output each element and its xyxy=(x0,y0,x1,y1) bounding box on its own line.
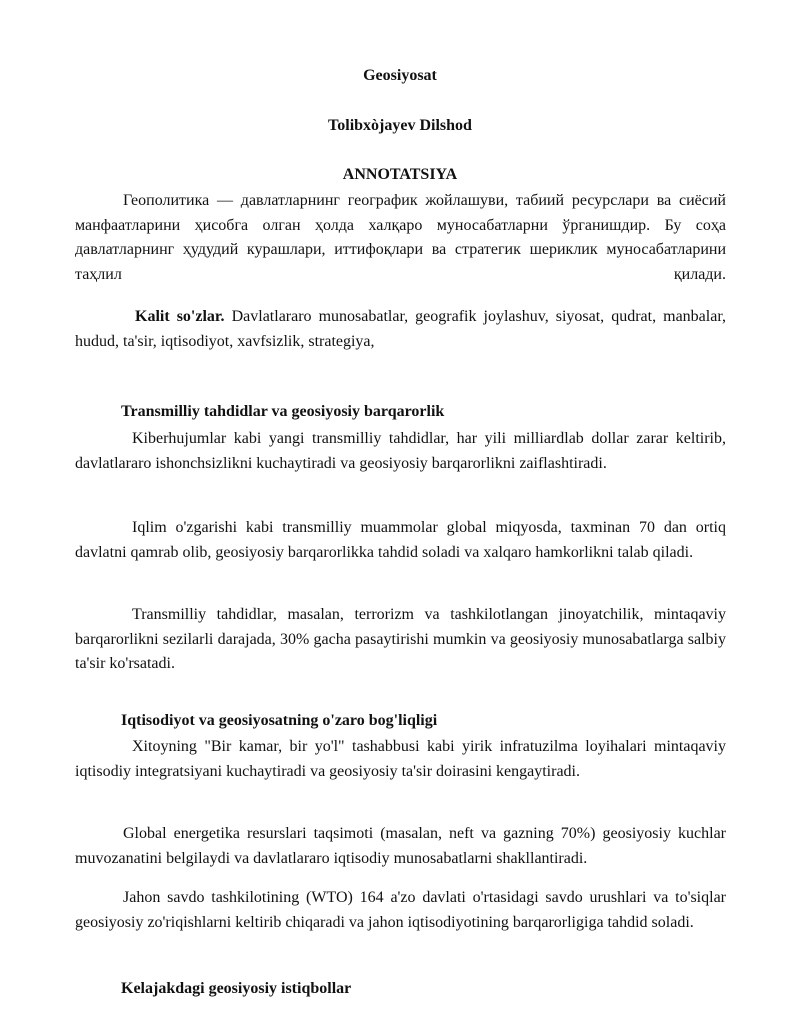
section-heading-future-prospects: Kelajakdagi geosiyosiy istiqbollar xyxy=(121,980,352,997)
section-1-paragraph-3: Transmilliy tahdidlar, masalan, terrorizm va tashkilotlangan jinoyatchilik, mintaqaviy barqarorlikni sezilarli darajada, 30% gacha pasaytirishi mumkin va geosiyosiy munosabatlarga salbiy ta'sir ko'rsatadi. xyxy=(75,606,726,672)
annotation-heading: ANNOTATSIYA xyxy=(342,166,458,183)
section-1-paragraph-2: Iqlim o'zgarishi kabi transmilliy muammolar global miqyosda, taxminan 70 dan ortiq davlatni qamrab olib, geosiyosiy barqarorlikka tahdid soladi va xalqaro hamkorlikni talab qiladi. xyxy=(75,519,726,561)
section-2-paragraph-3: Jahon savdo tashkilotining (WTO) 164 a'zo davlati o'rtasidagi savdo urushlari va to'siqlar geosiyosiy zo'riqishlarni keltirib chiqaradi va jahon iqtisodiyotining barqarorligiga tahdid soladi. xyxy=(75,889,726,931)
keywords-text: Davlatlararo munosabatlar, geografik joylashuv, siyosat, qudrat, manbalar, hudud, ta'sir, iqtisodiyot, xavfsizlik, strategiya, xyxy=(75,308,727,350)
section-2-paragraph-1: Xitoyning "Bir kamar, bir yo'l" tashabbusi kabi yirik infratuzilma loyihalari mintaqaviy iqtisodiy integratsiyani kuchaytiradi va geosiyosiy ta'sir doirasini kengaytiradi. xyxy=(75,738,726,780)
annotation-text: Геополитика — давлатларнинг географик жойлашуви, табиий ресурслари ва сиёсий манфаатларини ҳисобга олган ҳолда халқаро муносабатларни ўрганишдир. Бу соҳа давлатларнинг ҳудудий курашлари, иттифоқлари ва стратегик шериклик муносабатларини таҳлил қилади. xyxy=(75,192,726,283)
author-name: Tolibxòjayev Dilshod xyxy=(328,117,472,134)
document-title: Geosiyosat xyxy=(363,67,437,84)
section-2-paragraph-2: Global energetika resurslari taqsimoti (masalan, neft va gazning 70%) geosiyosiy kuchlar muvozanatini belgilaydi va davlatlararo iqtisodiy munosabatlarni shakllantiradi. xyxy=(75,825,726,867)
section-heading-economy-geopolitics: Iqtisodiyot va geosiyosatning o'zaro bog'liqligi xyxy=(121,712,438,729)
keywords-paragraph xyxy=(75,305,726,354)
section-1-paragraph-1: Kiberhujumlar kabi yangi transmilliy tahdidlar, har yili milliardlab dollar zarar keltirib, davlatlararo ishonchsizlikni kuchaytiradi va geosiyosiy barqarorlikni zaiflashtiradi. xyxy=(75,430,726,472)
keywords-label: Kalit so'zlar. xyxy=(135,308,225,325)
section-heading-transnational-threats: Transmilliy tahdidlar va geosiyosiy barqarorlik xyxy=(121,403,445,420)
